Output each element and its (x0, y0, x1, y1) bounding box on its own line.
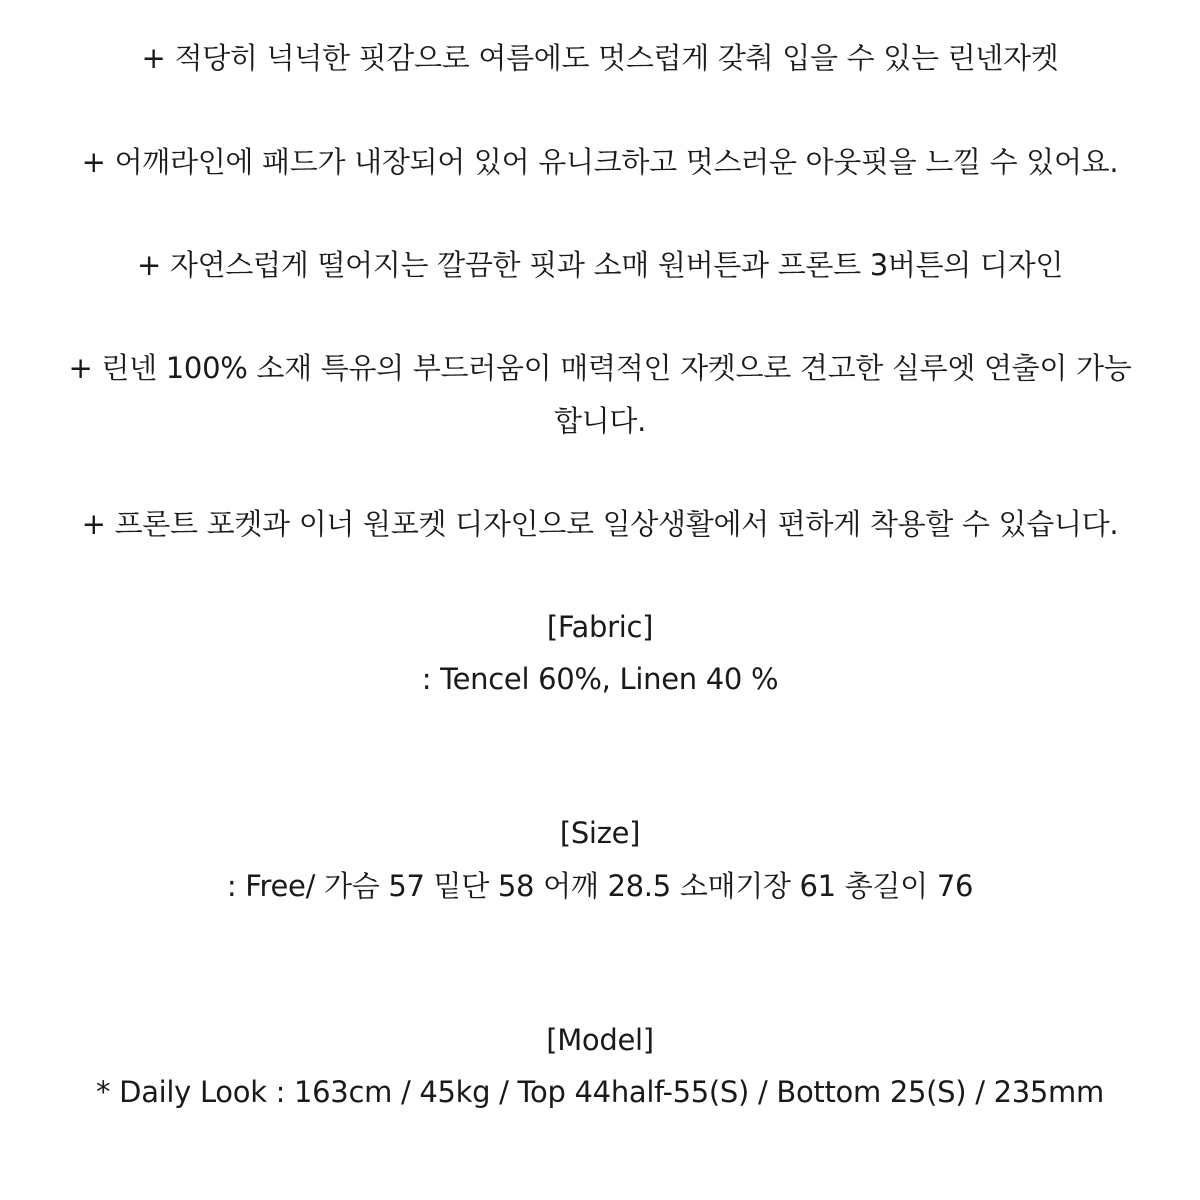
fabric-heading: [Fabric] (546, 610, 654, 644)
description-line-pockets: + 프론트 포켓과 이너 원포켓 디자인으로 일상생활에서 편하게 착용할 수 있습니다. (81, 507, 1119, 541)
fabric-value: : Tencel 60%, Linen 40 % (421, 662, 779, 696)
size-value: : Free/ 가슴 57 밑단 58 어깨 28.5 소매기장 61 총길이 76 (226, 869, 974, 903)
description-line-linen-material-cont: 합니다. (553, 404, 647, 438)
model-heading: [Model] (546, 1023, 654, 1057)
description-line-buttons: + 자연스럽게 떨어지는 깔끔한 핏과 소매 원버튼과 프론트 3버튼의 디자인 (136, 248, 1064, 282)
description-line-shoulder-pad: + 어깨라인에 패드가 내장되어 있어 유니크하고 멋스러운 아웃핏을 느낄 수 있어요. (81, 145, 1119, 179)
size-heading: [Size] (559, 816, 641, 850)
model-value: * Daily Look : 163cm / 45kg / Top 44half-55(S) / Bottom 25(S) / 235mm (96, 1075, 1104, 1109)
description-line-linen-material: + 린넨 100% 소재 특유의 부드러움이 매력적인 자켓으로 견고한 실루엣 연출이 가능 (68, 351, 1132, 385)
description-line-fit: + 적당히 넉넉한 핏감으로 여름에도 멋스럽게 갖춰 입을 수 있는 린넨자켓 (141, 41, 1059, 75)
